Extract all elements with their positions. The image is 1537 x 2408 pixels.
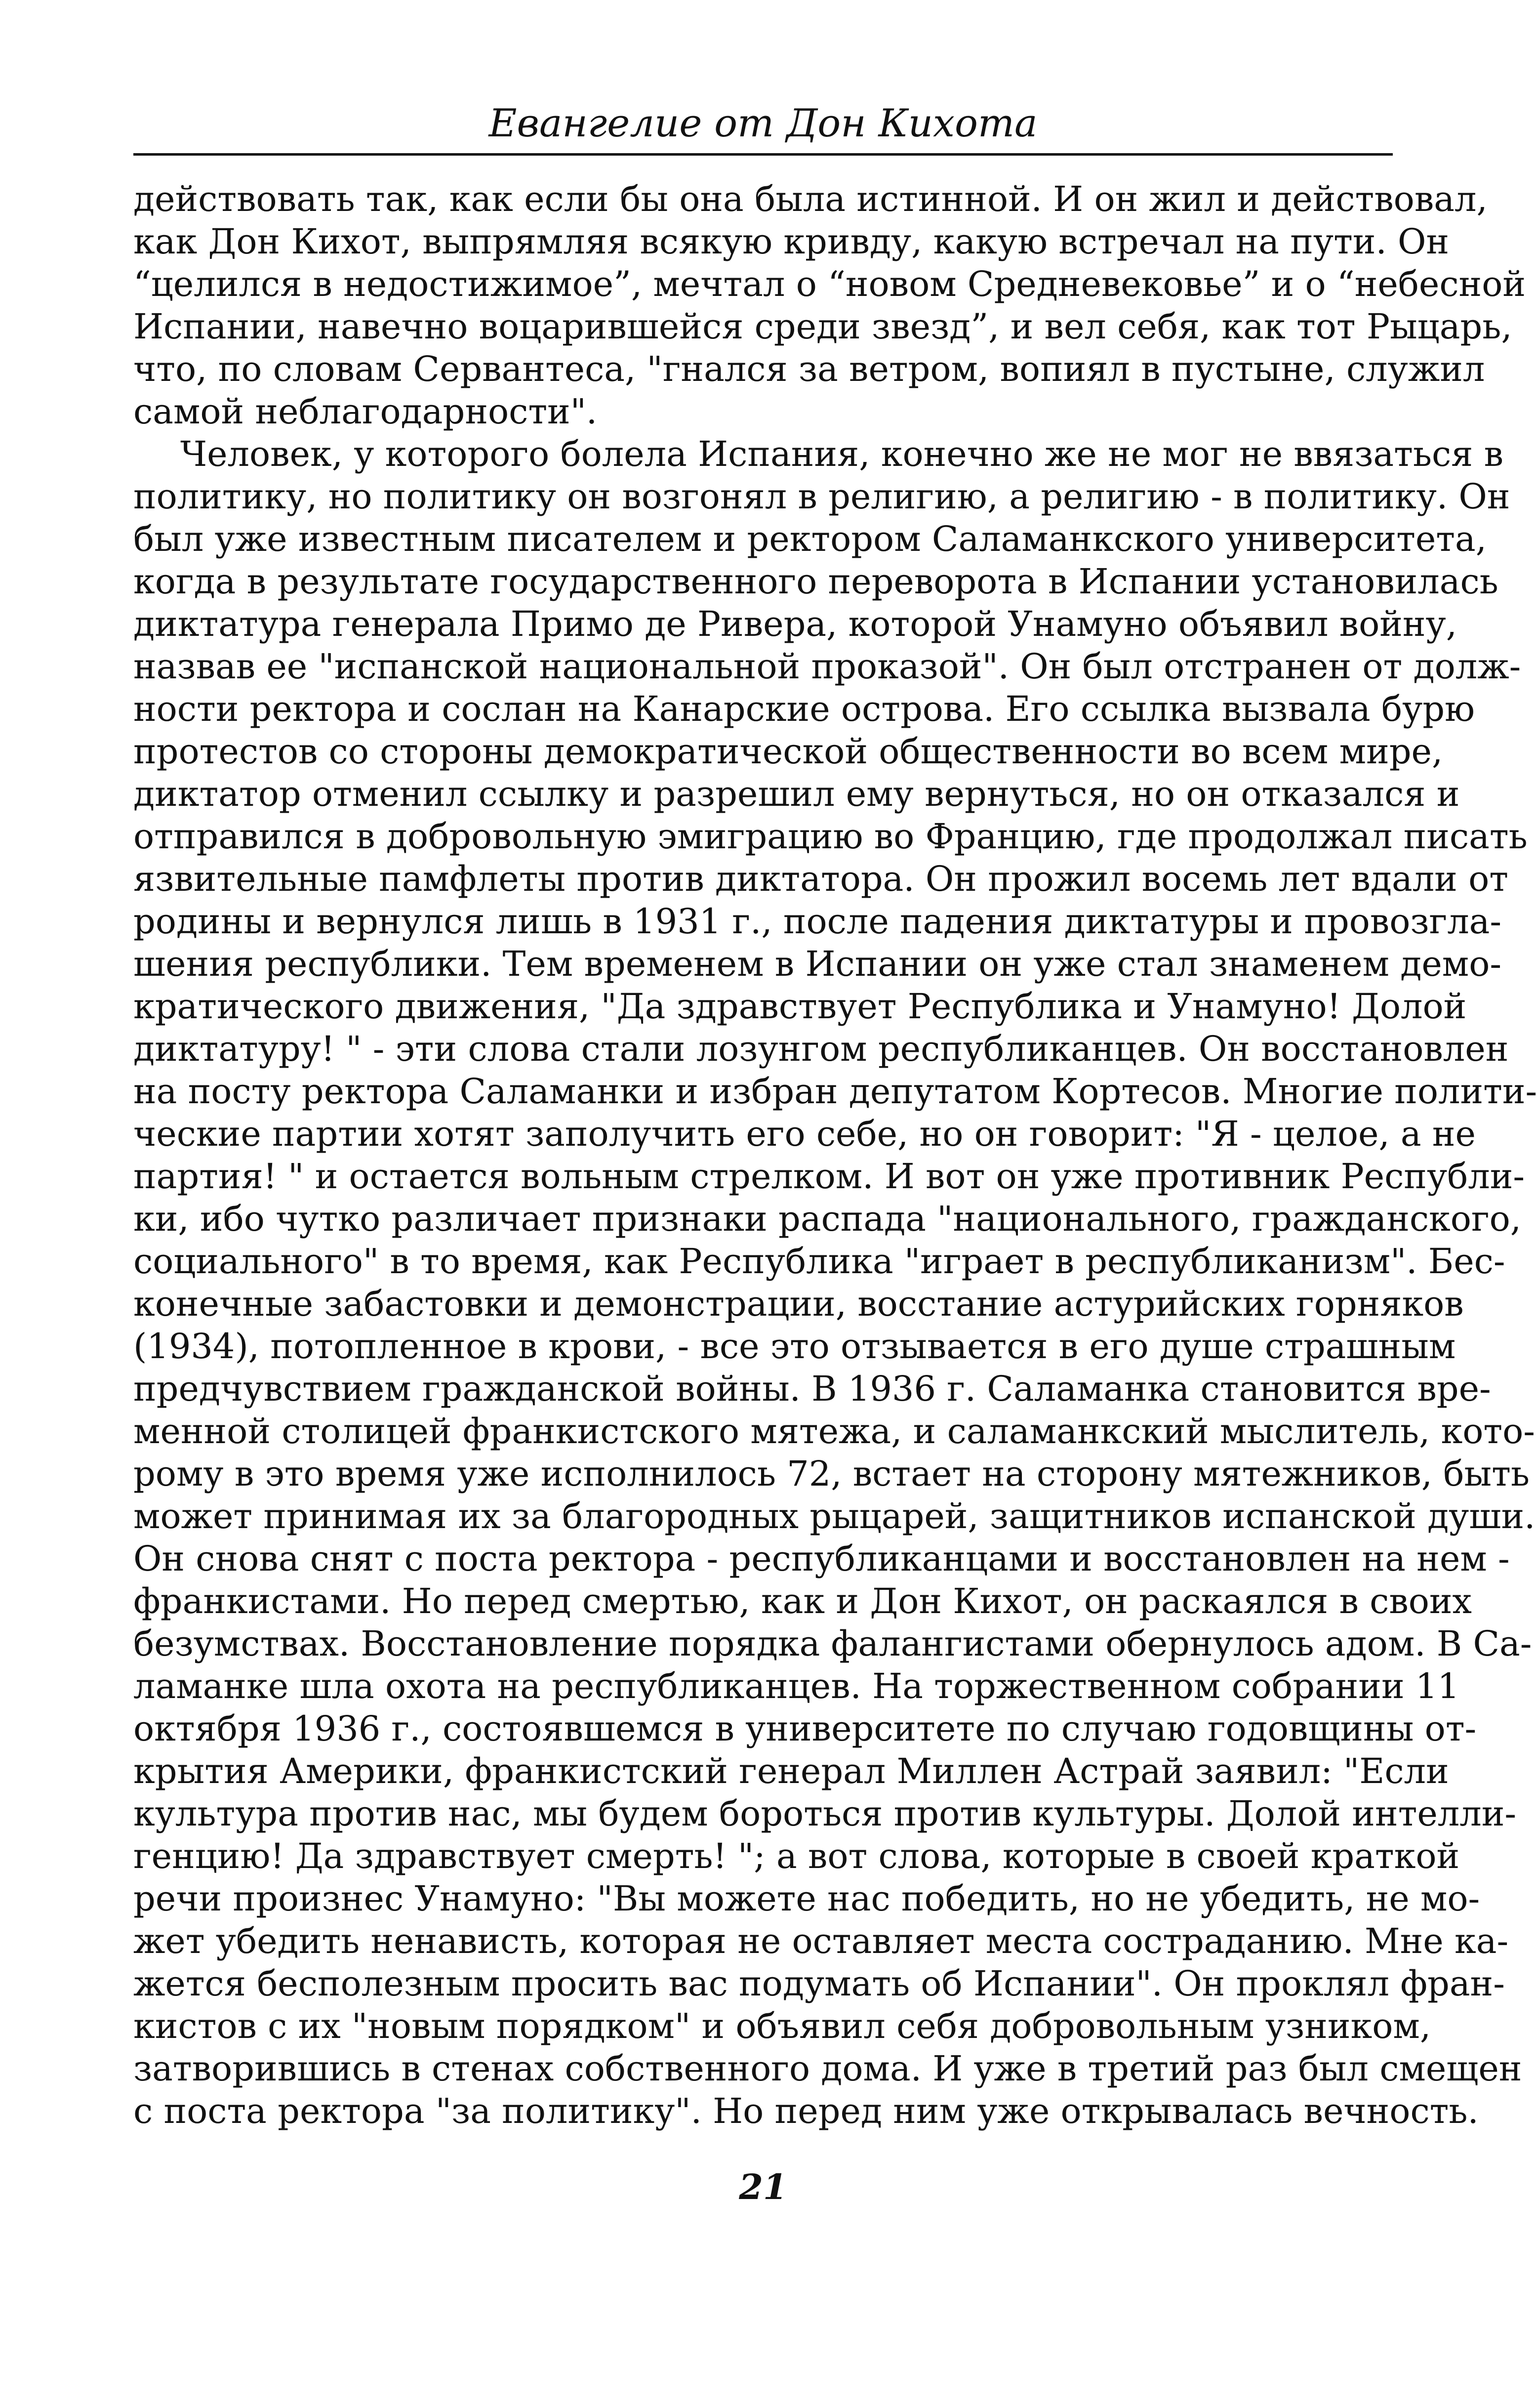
text-line: (1934), потопленное в крови, - все это отзывается в его душе страшным bbox=[133, 1326, 1456, 1367]
text-line: шения республики. Тем временем в Испании он уже стал знаменем демо- bbox=[133, 944, 1501, 984]
text-line: Он снова снят с поста ректора - республиканцами и восстановлен на нем - bbox=[133, 1538, 1510, 1579]
text-line: отправился в добровольную эмиграцию во Францию, где продолжал писать bbox=[133, 816, 1528, 857]
text-line: генцию! Да здравствует смерть! "; а вот слова, которые в своей краткой bbox=[133, 1836, 1460, 1876]
text-line: как Дон Кихот, выпрямляя всякую кривду, какую встречал на пути. Он bbox=[133, 221, 1449, 262]
text-line: родины и вернулся лишь в 1931 г., после падения диктатуры и провозгла- bbox=[133, 901, 1502, 942]
page-number: 21 bbox=[739, 2166, 787, 2207]
text-line: крытия Америки, франкистский генерал Миллен Астрай заявил: "Если bbox=[133, 1751, 1449, 1791]
text-line: язвительные памфлеты против диктатора. Он прожил восемь лет вдали от bbox=[133, 859, 1508, 899]
paragraph bbox=[133, 433, 1537, 2132]
text-line: самой неблагодарности". bbox=[133, 391, 598, 432]
text-line: политику, но политику он возгонял в религию, а религию - в политику. Он bbox=[133, 476, 1510, 517]
text-line: диктатор отменил ссылку и разрешил ему вернуться, но он отказался и bbox=[133, 774, 1460, 814]
text-line: с поста ректора "за политику". Но перед ним уже открывалась вечность. bbox=[133, 2091, 1479, 2131]
text-line: речи произнес Унамуно: "Вы можете нас победить, но не убедить, не мо- bbox=[133, 1878, 1480, 1919]
text-line: назвав ее "испанской национальной проказой". Он был отстранен от долж- bbox=[133, 646, 1521, 687]
text-line: предчувствием гражданской войны. В 1936 г. Саламанка становится вре- bbox=[133, 1369, 1491, 1409]
text-line: партия! " и остается вольным стрелком. И вот он уже противник Республи- bbox=[133, 1156, 1525, 1197]
text-line: может принимая их за благородных рыцарей, защитников испанской души. bbox=[133, 1496, 1536, 1536]
text-line: Испании, навечно воцарившейся среди звезд”, и вел себя, как тот Рыцарь, bbox=[133, 306, 1512, 347]
text-line: социального" в то время, как Республика "играет в республиканизм". Бес- bbox=[133, 1241, 1505, 1282]
text-line: был уже известным писателем и ректором Саламанкского университета, bbox=[133, 519, 1487, 559]
text-line: культура против нас, мы будем бороться против культуры. Долой интелли- bbox=[133, 1793, 1516, 1834]
page-body bbox=[133, 178, 1537, 2179]
text-line: кистов с их "новым порядком" и объявил себя добровольным узником, bbox=[133, 2006, 1431, 2046]
text-line: жет убедить ненависть, которая не оставляет места состраданию. Мне ка- bbox=[133, 1921, 1509, 1961]
running-header-title: Евангелие от Дон Кихота bbox=[488, 101, 1038, 146]
text-line: жется бесполезным просить вас подумать об Испании". Он проклял фран- bbox=[133, 1963, 1505, 2004]
text-line: кратического движения, "Да здравствует Республика и Унамуно! Долой bbox=[133, 986, 1467, 1027]
text-line: конечные забастовки и демонстрации, восстание астурийских горняков bbox=[133, 1284, 1464, 1324]
text-line: диктатура генерала Примо де Ривера, которой Унамуно объявил войну, bbox=[133, 604, 1457, 644]
header-rule bbox=[133, 153, 1393, 156]
text-line: диктатуру! " - эти слова стали лозунгом республиканцев. Он восстановлен bbox=[133, 1029, 1509, 1069]
text-line: затворившись в стенах собственного дома. И уже в третий раз был смещен bbox=[133, 2048, 1522, 2089]
text-line: ческие партии хотят заполучить его себе, но он говорит: "Я - целое, а не bbox=[133, 1114, 1476, 1154]
text-line: ламанке шла охота на республиканцев. На торжественном собрании 11 bbox=[133, 1666, 1459, 1706]
text-line: протестов со стороны демократической общественности во всем мире, bbox=[133, 731, 1443, 772]
text-line: на посту ректора Саламанки и избран депутатом Кортесов. Многие полити- bbox=[133, 1071, 1537, 1112]
text-line: действовать так, как если бы она была истинной. И он жил и действовал, bbox=[133, 179, 1488, 219]
text-line: октября 1936 г., состоявшемся в университете по случаю годовщины от- bbox=[133, 1708, 1477, 1749]
text-line: ности ректора и сослан на Канарские острова. Его ссылка вызвала бурю bbox=[133, 689, 1475, 729]
text-line: когда в результате государственного переворота в Испании установилась bbox=[133, 561, 1498, 602]
text-line: безумствах. Восстановление порядка фалангистами обернулось адом. В Са- bbox=[133, 1623, 1532, 1664]
text-line: “целился в недостижимое”, мечтал о “новом Средневековье” и о “небесной bbox=[133, 264, 1526, 304]
text-line: ки, ибо чутко различает признаки распада "национального, гражданского, bbox=[133, 1199, 1522, 1239]
text-line: Человек, у которого болела Испания, конечно же не мог не ввязаться в bbox=[180, 434, 1504, 474]
text-line: что, по словам Сервантеса, "гнался за ветром, вопиял в пустыне, служил bbox=[133, 349, 1485, 389]
text-line: рому в это время уже исполнилось 72, встает на сторону мятежников, быть bbox=[133, 1453, 1530, 1494]
text-line: менной столицей франкистского мятежа, и саламанкский мыслитель, кото- bbox=[133, 1411, 1535, 1452]
text-line: франкистами. Но перед смертью, как и Дон Кихот, он раскаялся в своих bbox=[133, 1581, 1472, 1621]
running-header bbox=[133, 99, 1393, 153]
paragraph bbox=[133, 178, 1526, 433]
